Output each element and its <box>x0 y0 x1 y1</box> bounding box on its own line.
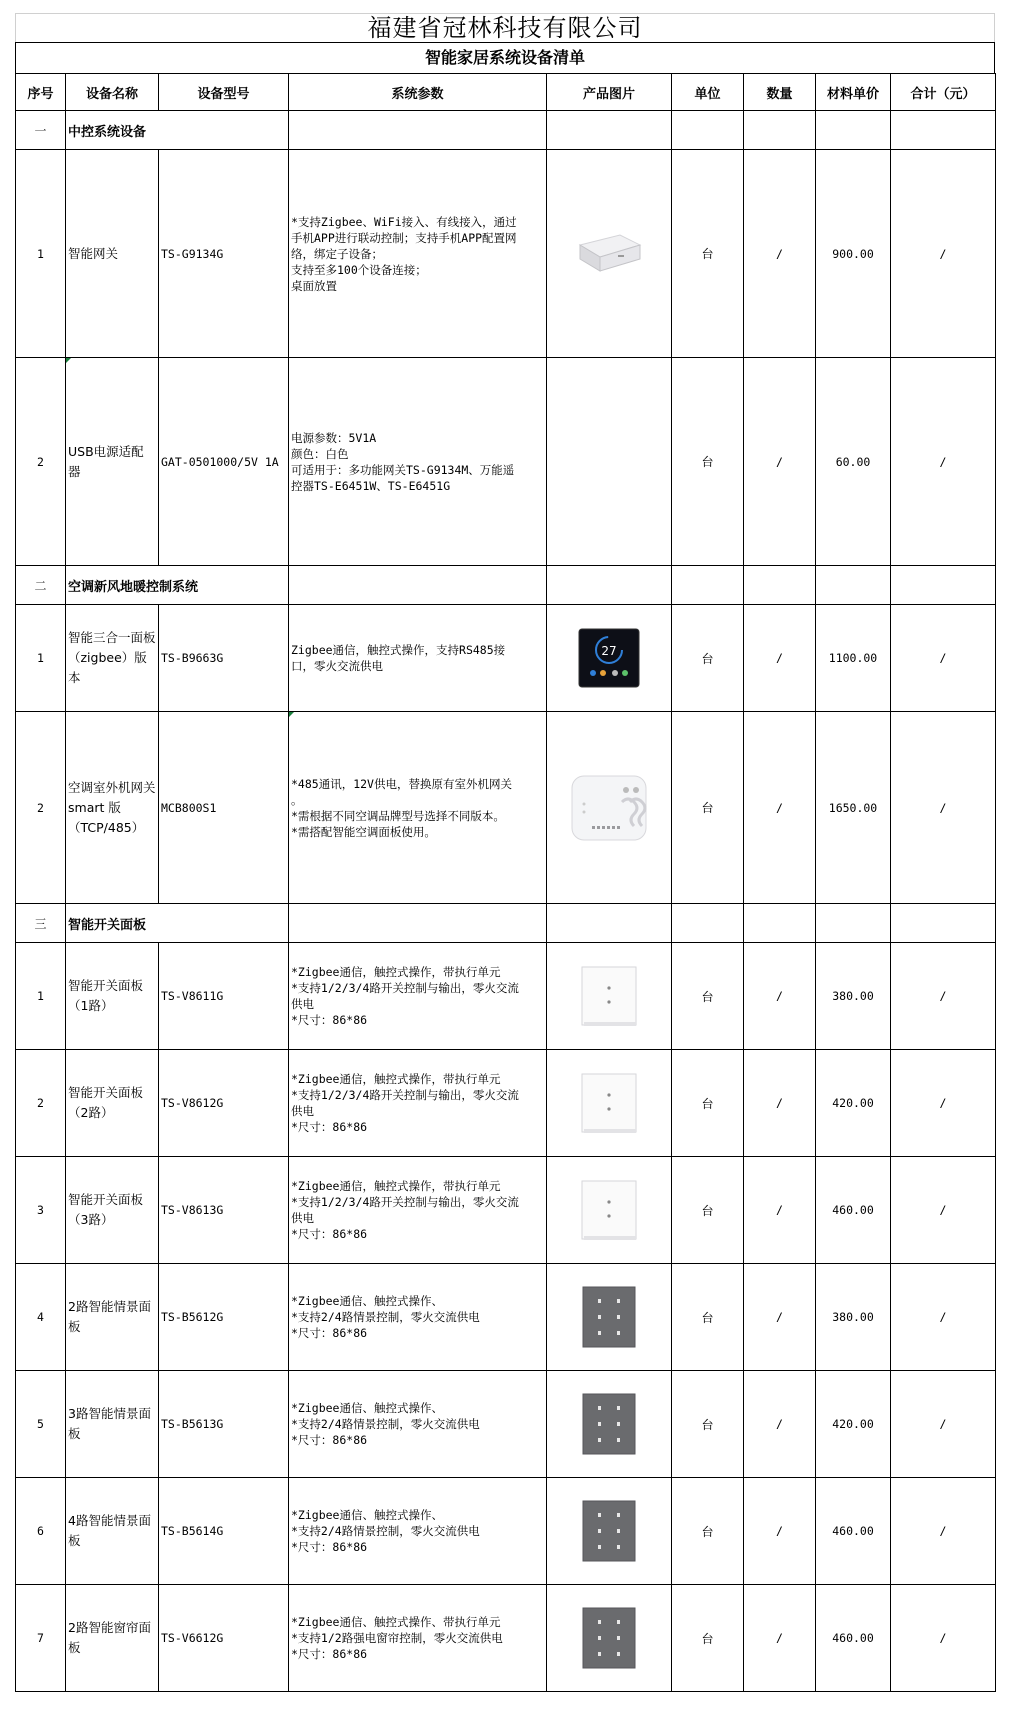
device-model: TS-V8611G <box>159 943 289 1050</box>
total: / <box>891 1478 996 1585</box>
table-row <box>16 1371 996 1478</box>
system-params: *支持Zigbee、WiFi接入、有线接入，通过 手机APP进行联动控制；支持手机APP配置网 络，绑定子设备； 支持至多100个设备连接； 桌面放置 <box>289 150 547 358</box>
device-name: 3路智能情景面板 <box>66 1371 159 1478</box>
company-title: 福建省冠林科技有限公司 <box>15 13 995 42</box>
quantity: / <box>744 712 816 904</box>
quantity: / <box>744 1585 816 1692</box>
system-params: *Zigbee通信、触控式操作、 *支持2/4路情景控制，零火交流供电 *尺寸：86*86 <box>289 1371 547 1478</box>
device-model: GAT-0501000/5V 1A <box>159 358 289 566</box>
unit-price: 460.00 <box>816 1157 891 1264</box>
device-name: 智能开关面板（1路） <box>66 943 159 1050</box>
total: / <box>891 150 996 358</box>
list-subtitle: 智能家居系统设备清单 <box>15 42 995 73</box>
product-image <box>547 605 672 712</box>
device-name: 智能开关面板（2路） <box>66 1050 159 1157</box>
unit: 台 <box>672 358 744 566</box>
total: / <box>891 1264 996 1371</box>
quantity: / <box>744 1264 816 1371</box>
table-row <box>16 1585 996 1692</box>
gray-scene-panel-icon <box>549 1285 669 1349</box>
product-image <box>547 1371 672 1478</box>
table-row <box>16 605 996 712</box>
total: / <box>891 605 996 712</box>
header-unit: 单位 <box>672 74 744 111</box>
table-row <box>16 1050 996 1157</box>
device-name: 智能三合一面板（zigbee）版本 <box>66 605 159 712</box>
unit: 台 <box>672 605 744 712</box>
unit: 台 <box>672 1264 744 1371</box>
device-model: TS-B9663G <box>159 605 289 712</box>
row-seq: 6 <box>16 1478 66 1585</box>
device-name: 2路智能窗帘面板 <box>66 1585 159 1692</box>
device-model: TS-V8613G <box>159 1157 289 1264</box>
quantity: / <box>744 150 816 358</box>
device-model: MCB800S1 <box>159 712 289 904</box>
ac-gateway-module-icon <box>549 774 669 842</box>
row-seq: 2 <box>16 1050 66 1157</box>
row-seq: 3 <box>16 1157 66 1264</box>
quantity: / <box>744 1157 816 1264</box>
unit-price: 900.00 <box>816 150 891 358</box>
unit-price: 420.00 <box>816 1050 891 1157</box>
product-image <box>547 150 672 358</box>
header-price: 材料单价 <box>816 74 891 111</box>
header-qty: 数量 <box>744 74 816 111</box>
row-seq: 1 <box>16 150 66 358</box>
device-model: TS-B5612G <box>159 1264 289 1371</box>
unit: 台 <box>672 943 744 1050</box>
system-params: *Zigbee通信、触控式操作、 *支持2/4路情景控制，零火交流供电 *尺寸：86*86 <box>289 1478 547 1585</box>
device-name: 智能开关面板（3路） <box>66 1157 159 1264</box>
thermostat-panel-icon <box>549 628 669 688</box>
device-name: 4路智能情景面板 <box>66 1478 159 1585</box>
unit-price: 1650.00 <box>816 712 891 904</box>
white-switch-panel-icon <box>549 1178 669 1242</box>
gateway-box-icon <box>549 231 669 277</box>
unit-price: 420.00 <box>816 1371 891 1478</box>
system-params: *Zigbee通信、触控式操作、 *支持2/4路情景控制，零火交流供电 *尺寸：86*86 <box>289 1264 547 1371</box>
unit: 台 <box>672 1157 744 1264</box>
product-image <box>547 1050 672 1157</box>
header-params: 系统参数 <box>289 74 547 111</box>
table-row <box>16 1157 996 1264</box>
total: / <box>891 358 996 566</box>
section-title: 智能开关面板 <box>66 904 289 943</box>
section-seq: 二 <box>16 566 66 605</box>
header-total: 合计（元） <box>891 74 996 111</box>
system-params: Zigbee通信，触控式操作，支持RS485接 口，零火交流供电 <box>289 605 547 712</box>
system-params: *Zigbee通信，触控式操作，带执行单元 *支持1/2/3/4路开关控制与输出，零火交流 供电 *尺寸：86*86 <box>289 1157 547 1264</box>
quantity: / <box>744 1371 816 1478</box>
system-params: *Zigbee通信，触控式操作，带执行单元 *支持1/2/3/4路开关控制与输出，零火交流 供电 *尺寸：86*86 <box>289 943 547 1050</box>
row-seq: 2 <box>16 358 66 566</box>
total: / <box>891 943 996 1050</box>
table-row <box>16 712 996 904</box>
device-model: TS-B5613G <box>159 1371 289 1478</box>
table-row <box>16 943 996 1050</box>
unit-price: 380.00 <box>816 943 891 1050</box>
white-switch-panel-icon <box>549 964 669 1028</box>
total: / <box>891 1050 996 1157</box>
table-row <box>16 1478 996 1585</box>
unit-price: 1100.00 <box>816 605 891 712</box>
row-seq: 5 <box>16 1371 66 1478</box>
system-params: *Zigbee通信、触控式操作、带执行单元 *支持1/2路强电窗帘控制，零火交流供电 *尺寸：86*86 <box>289 1585 547 1692</box>
section-seq: 三 <box>16 904 66 943</box>
device-name: 空调室外机网关smart 版（TCP/485） <box>66 712 159 904</box>
device-name: 智能网关 <box>66 150 159 358</box>
quantity: / <box>744 358 816 566</box>
gray-scene-panel-icon <box>549 1392 669 1456</box>
gray-scene-panel-icon <box>549 1606 669 1670</box>
header-name: 设备名称 <box>66 74 159 111</box>
gray-scene-panel-icon <box>549 1499 669 1563</box>
unit: 台 <box>672 712 744 904</box>
row-seq: 4 <box>16 1264 66 1371</box>
device-model: TS-B5614G <box>159 1478 289 1585</box>
unit: 台 <box>672 1371 744 1478</box>
header-row <box>16 74 996 111</box>
unit-price: 460.00 <box>816 1585 891 1692</box>
thermostat-screen-label: 27 <box>601 644 617 658</box>
table-row <box>16 1264 996 1371</box>
table-row <box>16 358 996 566</box>
table-row <box>16 150 996 358</box>
unit-price: 60.00 <box>816 358 891 566</box>
section-row <box>16 904 996 943</box>
product-image <box>547 712 672 904</box>
row-seq: 1 <box>16 605 66 712</box>
system-params: 电源参数：5V1A 颜色：白色 可适用于：多功能网关TS-G9134M、万能遥 控器TS-E6451W、TS-E6451G <box>289 358 547 566</box>
unit: 台 <box>672 150 744 358</box>
total: / <box>891 712 996 904</box>
quantity: / <box>744 1478 816 1585</box>
section-title: 空调新风地暖控制系统 <box>66 566 289 605</box>
section-row <box>16 111 996 150</box>
product-image <box>547 1478 672 1585</box>
row-seq: 7 <box>16 1585 66 1692</box>
section-title: 中控系统设备 <box>66 111 289 150</box>
product-image <box>547 1157 672 1264</box>
device-name: USB电源适配器 <box>66 358 159 566</box>
device-model: TS-V6612G <box>159 1585 289 1692</box>
product-image <box>547 1264 672 1371</box>
quantity: / <box>744 1050 816 1157</box>
unit-price: 380.00 <box>816 1264 891 1371</box>
product-image <box>547 943 672 1050</box>
white-switch-panel-icon <box>549 1071 669 1135</box>
equipment-list-sheet <box>15 13 995 1692</box>
unit-price: 460.00 <box>816 1478 891 1585</box>
device-model: TS-G9134G <box>159 150 289 358</box>
quantity: / <box>744 943 816 1050</box>
unit: 台 <box>672 1050 744 1157</box>
header-image: 产品图片 <box>547 74 672 111</box>
total: / <box>891 1157 996 1264</box>
system-params: *Zigbee通信，触控式操作，带执行单元 *支持1/2/3/4路开关控制与输出，零火交流 供电 *尺寸：86*86 <box>289 1050 547 1157</box>
quantity: / <box>744 605 816 712</box>
system-params: *485通讯，12V供电，替换原有室外机网关 。 *需根据不同空调品牌型号选择不同版本。 *需搭配智能空调面板使用。 <box>289 712 547 904</box>
row-seq: 1 <box>16 943 66 1050</box>
device-name: 2路智能情景面板 <box>66 1264 159 1371</box>
section-seq: 一 <box>16 111 66 150</box>
unit: 台 <box>672 1478 744 1585</box>
product-image <box>547 1585 672 1692</box>
product-image <box>547 358 672 566</box>
header-seq: 序号 <box>16 74 66 111</box>
section-row <box>16 566 996 605</box>
header-model: 设备型号 <box>159 74 289 111</box>
device-model: TS-V8612G <box>159 1050 289 1157</box>
total: / <box>891 1585 996 1692</box>
unit: 台 <box>672 1585 744 1692</box>
total: / <box>891 1371 996 1478</box>
row-seq: 2 <box>16 712 66 904</box>
equipment-table <box>15 73 996 1692</box>
